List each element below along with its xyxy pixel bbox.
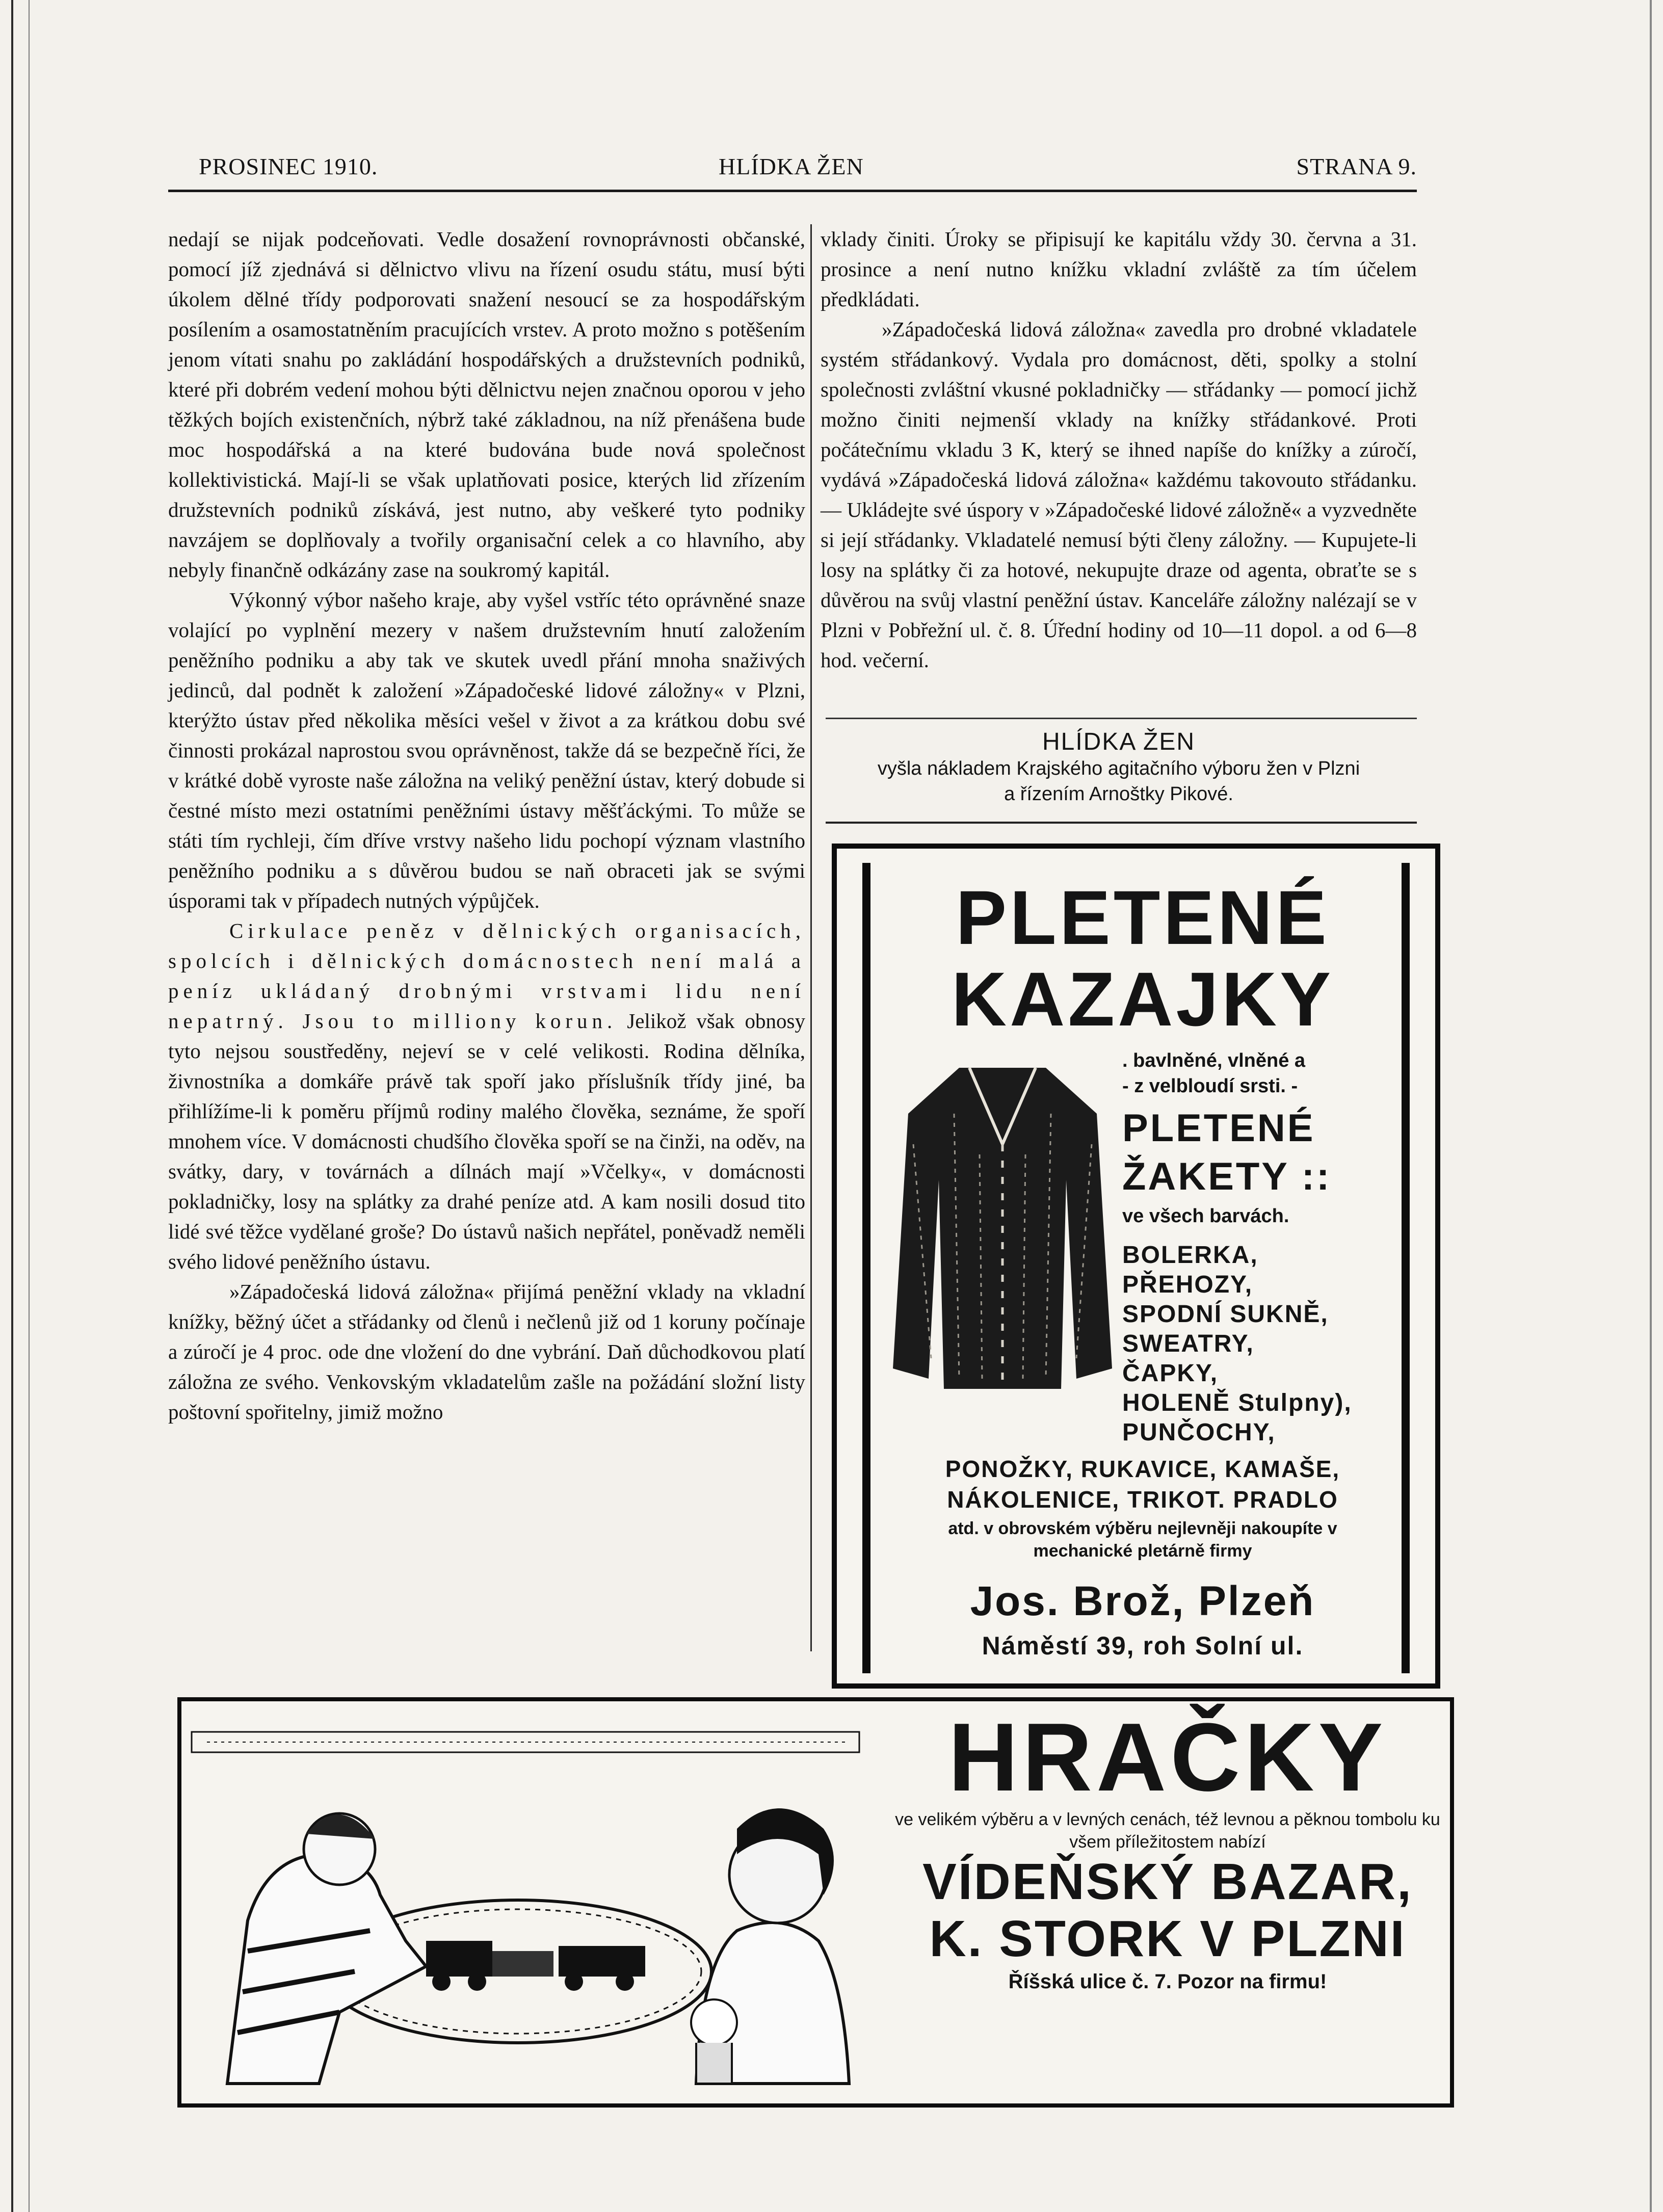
right-column <box>821 224 1417 675</box>
binding-line-secondary <box>29 0 30 2212</box>
ad-hracky-address: Říšská ulice č. 7. Pozor na firmu! <box>1008 1970 1327 1993</box>
colophon-line: vyšla nákladem Krajského agitačního výboru žen v Plzni <box>877 758 1360 779</box>
binding-line <box>11 0 13 2212</box>
page-header <box>199 153 1417 183</box>
colophon-line: a řízením Arnoštky Pikové. <box>1004 783 1233 805</box>
paragraph: nedají se nijak podceňovati. Vedle dosažení rovnoprávnosti občanské, pomocí jíž zjednává si dělnictvo vlivu na řízení osudu státu, musí býti úkolem dělné třídy podporovati snažení nesoucí se za hospodářským posílením a osamostatněním pracujících vrstev. A proto možno s potěšením jenom vítati snahu po zakládání hospodářských a družstevních podniků, které při dobrém vedení mohou býti dělnictvu nejen značnou oporou v jeho těžkých bojích existenčních, nýbrž také základnou, na níž přenášena bude moc hospodářská a na které budována bude nová společnost kollektivistická. Mají-li se však uplatňovati posice, kterých lid zřízením družstevních podniků získává, jest nutno, aby veškeré tyto podniky navzájem se doplňovaly a tvořily organisační celek a co hlavního, aby nebyly finančně odkázány zase na soukromý kapitál. <box>168 227 805 582</box>
header-rule <box>168 190 1417 192</box>
colophon-bottom-rule <box>826 822 1417 824</box>
colophon <box>821 728 1417 807</box>
ad-hracky-owner: K. STORK V PLZNI <box>929 1910 1406 1967</box>
ad-item: PŘEHOZY, <box>1122 1271 1253 1298</box>
ad-row: PONOŽKY, RUKAVICE, KAMAŠE, <box>945 1456 1340 1482</box>
paragraph: Výkonný výbor našeho kraje, aby vyšel vstříc této oprávněné snaze volající po vyplnění mezery v našem družstevním hnutí založením peněžního podniku a aby tak ve skutek uvedl přání mnoha snaživých jedinců, dal podnět k založení »Západočeské lidové záložny« v Plzni, kterýžto ústav před několika měsíci vešel v život a za krátkou dobu své činnosti prokázal naprostou svou oprávněnost, takže dá se bezpečně říci, že v krátké době vyroste naše záložna na veliký peněžní ústav, který dobude si čestné místo mezi ostatními peněžními ústavy měšťáckými. To může se státi tím rychleji, čím dříve vrstvy našeho lidu pochopí význam vlastního peněžního podniku a s důvěrou budou se naň obraceti jak se svými úsporami tak v případech nutných výpůjček. <box>168 588 805 912</box>
paragraph-text: Jelikož však obnosy tyto nejsou soustředěny, nejeví se v celé velikosti. Rodina dělníka, živnostníka a domkáře právě tak spoří jako příslušník třídy jiné, ba přihlížíme-li k poměru příjmů rodiny malého člověka, seznáme, že spoří mnohem více. V domácnosti chudšího člověka spoří se na činži, na oděv, na svátky, dary, v továrnách a dílnách mají »Včelky«, v domácnosti pokladničky, losy na splátky za drahé peníze atd. A kam nosili dosud tito lidé své těžce vydělané groše? Do ústavů našich nepřátel, poněvadž neměli svého lidové peněžního ústavu. <box>168 1009 805 1273</box>
ad-item: HOLENĚ Stulpny), <box>1122 1389 1352 1416</box>
header-title: HLÍDKA ŽEN <box>719 153 864 179</box>
ad-hracky-title: HRAČKY <box>948 1703 1387 1811</box>
ad-big-line: ŽAKETY :: <box>1122 1155 1332 1198</box>
ad-line: . bavlněné, vlněné a <box>1122 1050 1306 1071</box>
left-column <box>168 224 805 1427</box>
column-divider <box>810 224 812 1651</box>
ad-title-line1: PLETENÉ <box>956 875 1330 960</box>
ad-row: NÁKOLENICE, TRIKOT. PRADLO <box>947 1486 1338 1513</box>
ad-line: - z velbloudí srsti. - <box>1122 1075 1298 1097</box>
ad-big-line: PLETENÉ <box>1122 1107 1315 1150</box>
ad-item: BOLERKA, <box>1122 1242 1258 1269</box>
ad-hracky-shop: VÍDEŇSKÝ BAZAR, <box>922 1853 1413 1910</box>
ad-kazajky <box>832 844 1440 1689</box>
ad-item: SPODNÍ SUKNĚ, <box>1122 1301 1329 1328</box>
ad-item: ČAPKY, <box>1122 1360 1219 1387</box>
jacket-illustration <box>883 1052 1122 1399</box>
ad-item: PUNČOCHY, <box>1122 1419 1276 1446</box>
ad-hracky <box>177 1697 1454 2108</box>
colophon-top-rule <box>826 718 1417 719</box>
ad-hracky-subtitle: ve velikém výběru a v levných cenách, též levnou a pěknou tombolu ku všem příležitostem nabízí <box>895 1810 1440 1852</box>
children-playing-illustration <box>187 1727 864 2094</box>
ad-firm-address: Náměstí 39, roh Solní ul. <box>982 1631 1304 1660</box>
header-page-number: STRANA 9. <box>1296 153 1417 179</box>
spaced-text: Cirkulace peněz v dělnických organisacích, spolcích i dělnických domácnostech není malá a peníz ukládaný drobnými vrstvami lidu není nepatrný. Jsou to milliony korun. <box>168 919 805 1033</box>
header-date: PROSINEC 1910. <box>199 153 378 179</box>
ad-row: atd. v obrovském výběru nejlevněji nakoupíte v mechanické pletárně firmy <box>948 1519 1337 1561</box>
colophon-title: HLÍDKA ŽEN <box>1042 728 1196 755</box>
paragraph: »Západočeská lidová záložna« přijímá peněžní vklady na vkladní knížky, běžný účet a střádanky od členů i nečlenů již od 1 koruny počínaje a zúročí je 4 proc. ode dne vložení do dne vybrání. Daň důchodkovou platí záložna ze svého. Venkovským vkladatelům zašle na požádání složní listy poštovní spořitelny, jimiž možno <box>168 1280 805 1424</box>
ad-firm-name: Jos. Brož, Plzeň <box>970 1578 1315 1624</box>
ad-title-line2: KAZAJKY <box>951 956 1334 1042</box>
paragraph: »Západočeská lidová záložna« zavedla pro drobné vkladatele systém střádankový. Vydala pro domácnost, děti, spolky a stolní společnosti zvláštní vkusné pokladničky — střádanky — pomocí jichž možno činiti nejmenší vklady na knížky střádankové. Proti počátečnímu vkladu 3 K, který se ihned napíše do knížky a zúročí, vydává »Západočeská lidová záložna« každému takovouto střádanku. — Ukládejte své úspory v »Západočeské lidové záložně« a vyzvedněte si její střádanky. Vkladatelé nemusí býti členy záložny. — Kupujete-li losy na splátky či za hotové, nekupujte draze od agenta, obraťte se s důvěrou na svůj vlastní peněžní ústav. Kanceláře záložny nalézají se v Plzni v Pobřežní ul. č. 8. Úřední hodiny od 10—11 dopol. a od 6—8 hod. večerní. <box>821 318 1417 672</box>
ad-border-left <box>862 863 870 1673</box>
ad-item: SWEATRY, <box>1122 1330 1254 1357</box>
paragraph <box>168 916 805 1277</box>
ad-hracky-text <box>885 1701 1450 2104</box>
page-right-edge <box>1650 0 1652 2212</box>
paragraph: vklady činiti. Úroky se připisují ke kapitálu vždy 30. června a 31. prosince a není nutno knížku vkladní zvláště za tím účelem předkládati. <box>821 227 1417 311</box>
ad-line: ve všech barvách. <box>1122 1205 1289 1227</box>
